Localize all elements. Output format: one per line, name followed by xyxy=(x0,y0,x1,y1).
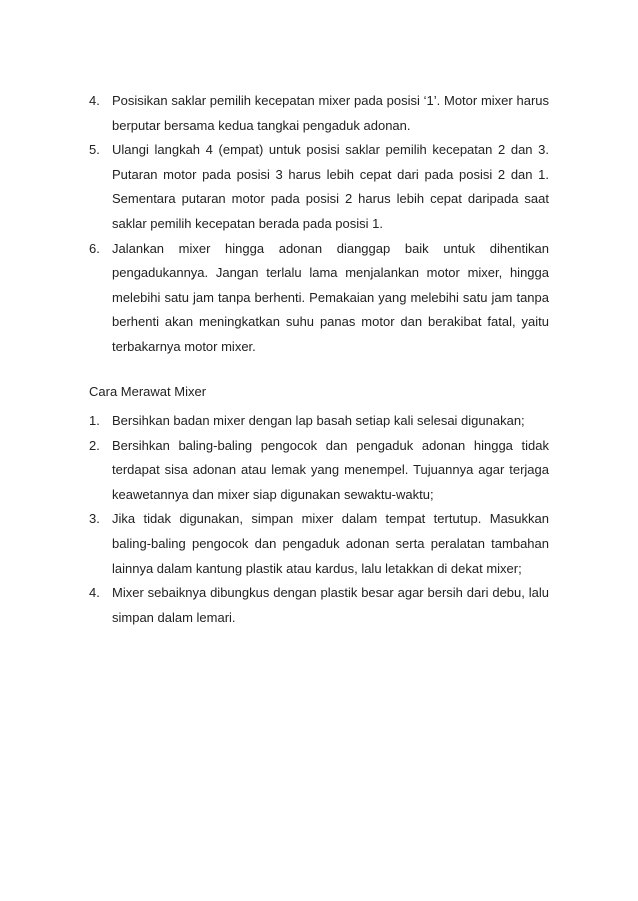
list-item xyxy=(89,507,549,581)
item-number: 4. xyxy=(89,585,100,601)
item-number: 2. xyxy=(89,437,100,453)
item-number: 4. xyxy=(89,93,100,108)
item-text: Bersihkan baling-baling pengocok dan pengaduk adonan hingga tidak terdapat sisa adonan atau lemak yang menempel. Tujuannya agar terjaga keawetannya dan mixer siap digunakan sewaktu-waktu; xyxy=(112,437,549,502)
care-steps-list xyxy=(89,409,549,630)
list-item xyxy=(89,237,549,360)
item-number: 6. xyxy=(89,240,100,256)
item-number: 5. xyxy=(89,142,100,158)
list-item xyxy=(89,138,549,236)
item-text: Jika tidak digunakan, simpan mixer dalam tempat tertutup. Masukkan baling-baling pengocok dan pengaduk adonan serta peralatan tambahan lainnya dalam kantung plastik atau kardus, lalu letakkan di dekat mixer; xyxy=(112,511,549,576)
section-heading: Cara Merawat Mixer xyxy=(89,384,207,399)
list-item xyxy=(89,89,549,138)
item-text: Posisikan saklar pemilih kecepatan mixer pada posisi ‘1’. Motor mixer harus berputar bersama kedua tangkai pengaduk adonan. xyxy=(112,93,549,133)
item-text: Jalankan mixer hingga adonan dianggap baik untuk dihentikan pengadukannya. Jangan terlalu lama menjalankan motor mixer, hingga melebihi satu jam tanpa berhenti. Pemakaian yang melebihi satu jam tanpa berhenti akan meningkatkan suhu panas motor dan berakibat fatal, yaitu terbakarnya motor mixer. xyxy=(112,240,549,354)
list-item xyxy=(89,581,549,630)
operating-steps-list xyxy=(89,89,549,360)
item-text: Ulangi langkah 4 (empat) untuk posisi saklar pemilih kecepatan 2 dan 3. Putaran motor pada posisi 3 harus lebih cepat dari pada posisi 2 dan 1. Sementara putaran motor pada posisi 2 harus lebih cepat daripada saat saklar pemilih kecepatan berada pada posisi 1. xyxy=(112,142,549,231)
item-text: Bersihkan badan mixer dengan lap basah setiap kali selesai digunakan; xyxy=(112,413,525,428)
item-number: 3. xyxy=(89,511,100,527)
item-number: 1. xyxy=(89,413,100,428)
list-item xyxy=(89,409,549,434)
list-item xyxy=(89,434,549,508)
item-text: Mixer sebaiknya dibungkus dengan plastik besar agar bersih dari debu, lalu simpan dalam lemari. xyxy=(112,585,549,625)
